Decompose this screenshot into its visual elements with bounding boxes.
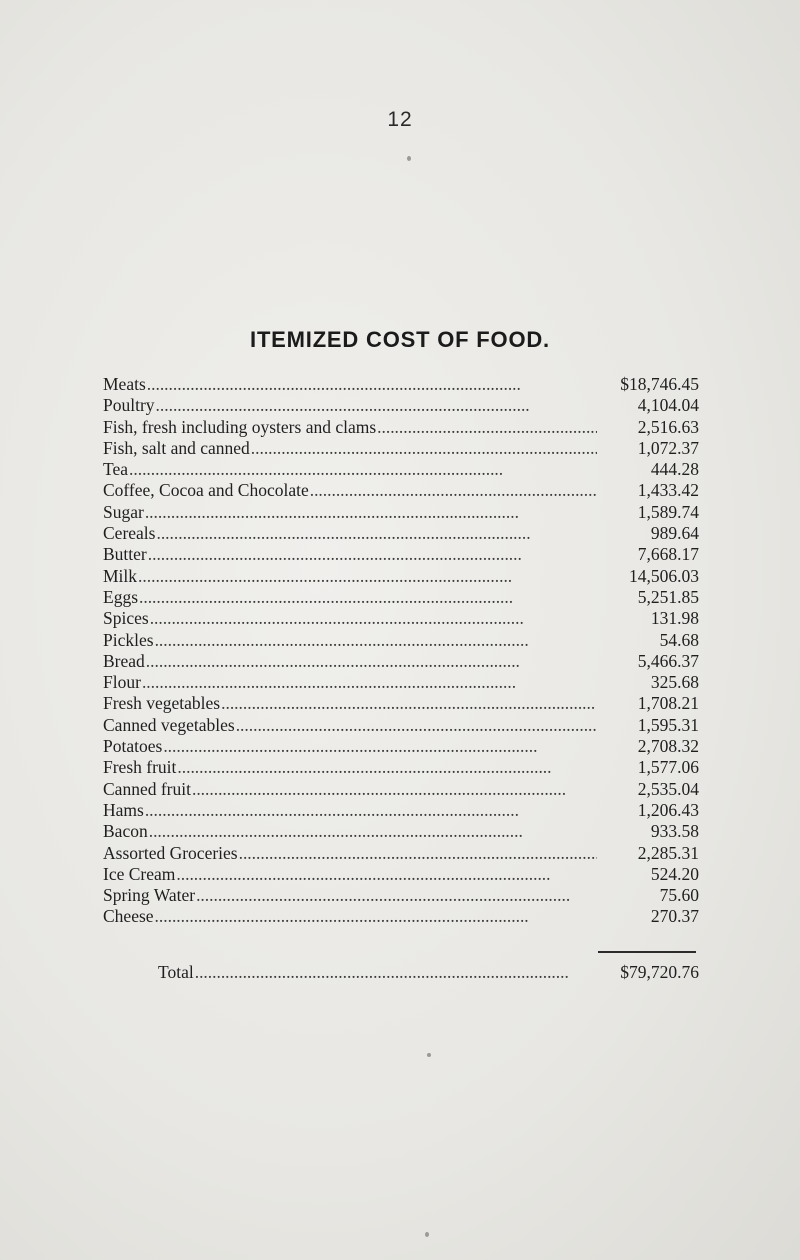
table-row [103, 651, 699, 672]
dot-leader [377, 417, 597, 438]
page-title: ITEMIZED COST OF FOOD. [250, 327, 550, 352]
dot-leader [145, 800, 597, 821]
dot-leader [142, 672, 597, 693]
table-row [103, 800, 699, 821]
table-row [103, 757, 699, 778]
item-amount: 325.68 [650, 672, 699, 693]
table-row [103, 693, 699, 714]
item-label: Assorted Groceries [103, 842, 238, 863]
total-amount: $79,720.76 [620, 962, 699, 982]
total-rule [598, 951, 696, 953]
table-row [103, 480, 699, 501]
table-row [103, 459, 699, 480]
item-label: Cereals [103, 523, 156, 544]
item-amount: 1,072.37 [637, 437, 699, 458]
item-amount: 14,506.03 [629, 565, 699, 586]
dot-leader [236, 715, 597, 736]
dot-leader [251, 438, 597, 459]
table-row [103, 906, 699, 927]
page-number: 12 [387, 108, 413, 131]
item-amount: 270.37 [650, 906, 699, 927]
item-amount: 1,206.43 [637, 799, 699, 820]
scan-speck [425, 1232, 429, 1237]
dot-leader [310, 480, 597, 501]
table-row [103, 566, 699, 587]
item-label: Eggs [103, 586, 138, 607]
table-row [103, 608, 699, 629]
item-amount: 5,251.85 [637, 586, 699, 607]
item-label: Ice Cream [103, 863, 176, 884]
dot-leader [176, 864, 597, 885]
item-label: Fish, fresh including oysters and clams [103, 416, 377, 437]
table-row [103, 779, 699, 800]
table-row [103, 630, 699, 651]
item-label: Butter [103, 544, 147, 565]
item-label: Pickles [103, 629, 154, 650]
item-label: Flour [103, 672, 141, 693]
dot-leader [150, 608, 597, 629]
item-amount: 75.60 [659, 885, 699, 906]
item-amount: $18,746.45 [620, 374, 699, 394]
item-amount: 5,466.37 [637, 650, 699, 671]
dot-leader [192, 779, 597, 800]
item-amount: 131.98 [650, 608, 699, 629]
item-label: Tea [103, 459, 129, 480]
item-amount: 1,433.42 [637, 480, 699, 501]
item-label: Hams [103, 799, 144, 820]
item-amount: 933.58 [650, 821, 699, 842]
item-label: Cheese [103, 906, 154, 927]
dot-leader [163, 736, 597, 757]
table-row [103, 821, 699, 842]
table-row [103, 864, 699, 885]
dot-leader [155, 906, 597, 927]
scan-speck [407, 156, 411, 161]
dot-leader [145, 502, 597, 523]
item-label: Poultry [103, 395, 155, 416]
item-amount: 2,708.32 [637, 736, 699, 757]
dot-leader [156, 523, 597, 544]
item-label: Spring Water [103, 885, 196, 906]
dot-leader [129, 459, 597, 480]
cost-table [103, 374, 699, 928]
item-amount: 2,285.31 [637, 842, 699, 863]
dot-leader [195, 962, 597, 983]
dot-leader [221, 693, 597, 714]
dot-leader [148, 544, 597, 565]
item-label: Fresh vegetables [103, 693, 221, 714]
table-row [103, 587, 699, 608]
item-amount: 444.28 [650, 459, 699, 480]
item-label: Canned fruit [103, 778, 191, 799]
item-amount: 989.64 [650, 523, 699, 544]
item-amount: 1,589.74 [637, 501, 699, 522]
table-row [103, 843, 699, 864]
dot-leader [149, 821, 597, 842]
dot-leader [147, 374, 597, 395]
item-label: Sugar [103, 501, 144, 522]
dot-leader [177, 757, 597, 778]
item-label: Bacon [103, 821, 148, 842]
table-row [103, 523, 699, 544]
total-row [158, 962, 699, 983]
item-label: Spices [103, 608, 149, 629]
dot-leader [138, 566, 597, 587]
dot-leader [146, 651, 597, 672]
dot-leader [196, 885, 597, 906]
item-amount: 2,535.04 [637, 778, 699, 799]
dot-leader [155, 630, 597, 651]
item-label: Meats [103, 374, 146, 394]
table-row [103, 438, 699, 459]
item-amount: 7,668.17 [637, 544, 699, 565]
table-row [103, 544, 699, 565]
table-row [103, 374, 699, 395]
item-label: Milk [103, 565, 138, 586]
item-amount: 524.20 [650, 863, 699, 884]
item-label: Bread [103, 650, 145, 671]
item-amount: 2,516.63 [637, 416, 699, 437]
dot-leader [156, 395, 597, 416]
table-row [103, 395, 699, 416]
item-amount: 4,104.04 [637, 395, 699, 416]
item-amount: 1,595.31 [637, 714, 699, 735]
item-label: Potatoes [103, 736, 163, 757]
table-row [103, 736, 699, 757]
item-amount: 1,708.21 [637, 693, 699, 714]
table-row [103, 715, 699, 736]
item-label: Coffee, Cocoa and Chocolate [103, 480, 309, 501]
table-row [103, 672, 699, 693]
table-row [103, 502, 699, 523]
table-row [103, 885, 699, 906]
item-label: Fish, salt and canned [103, 437, 250, 458]
dot-leader [139, 587, 597, 608]
item-label: Canned vegetables [103, 714, 235, 735]
item-label: Fresh fruit [103, 757, 177, 778]
scan-speck [427, 1053, 431, 1057]
dot-leader [239, 843, 597, 864]
item-amount: 1,577.06 [637, 757, 699, 778]
item-amount: 54.68 [659, 629, 699, 650]
table-row [103, 417, 699, 438]
total-label: Total [158, 962, 194, 982]
